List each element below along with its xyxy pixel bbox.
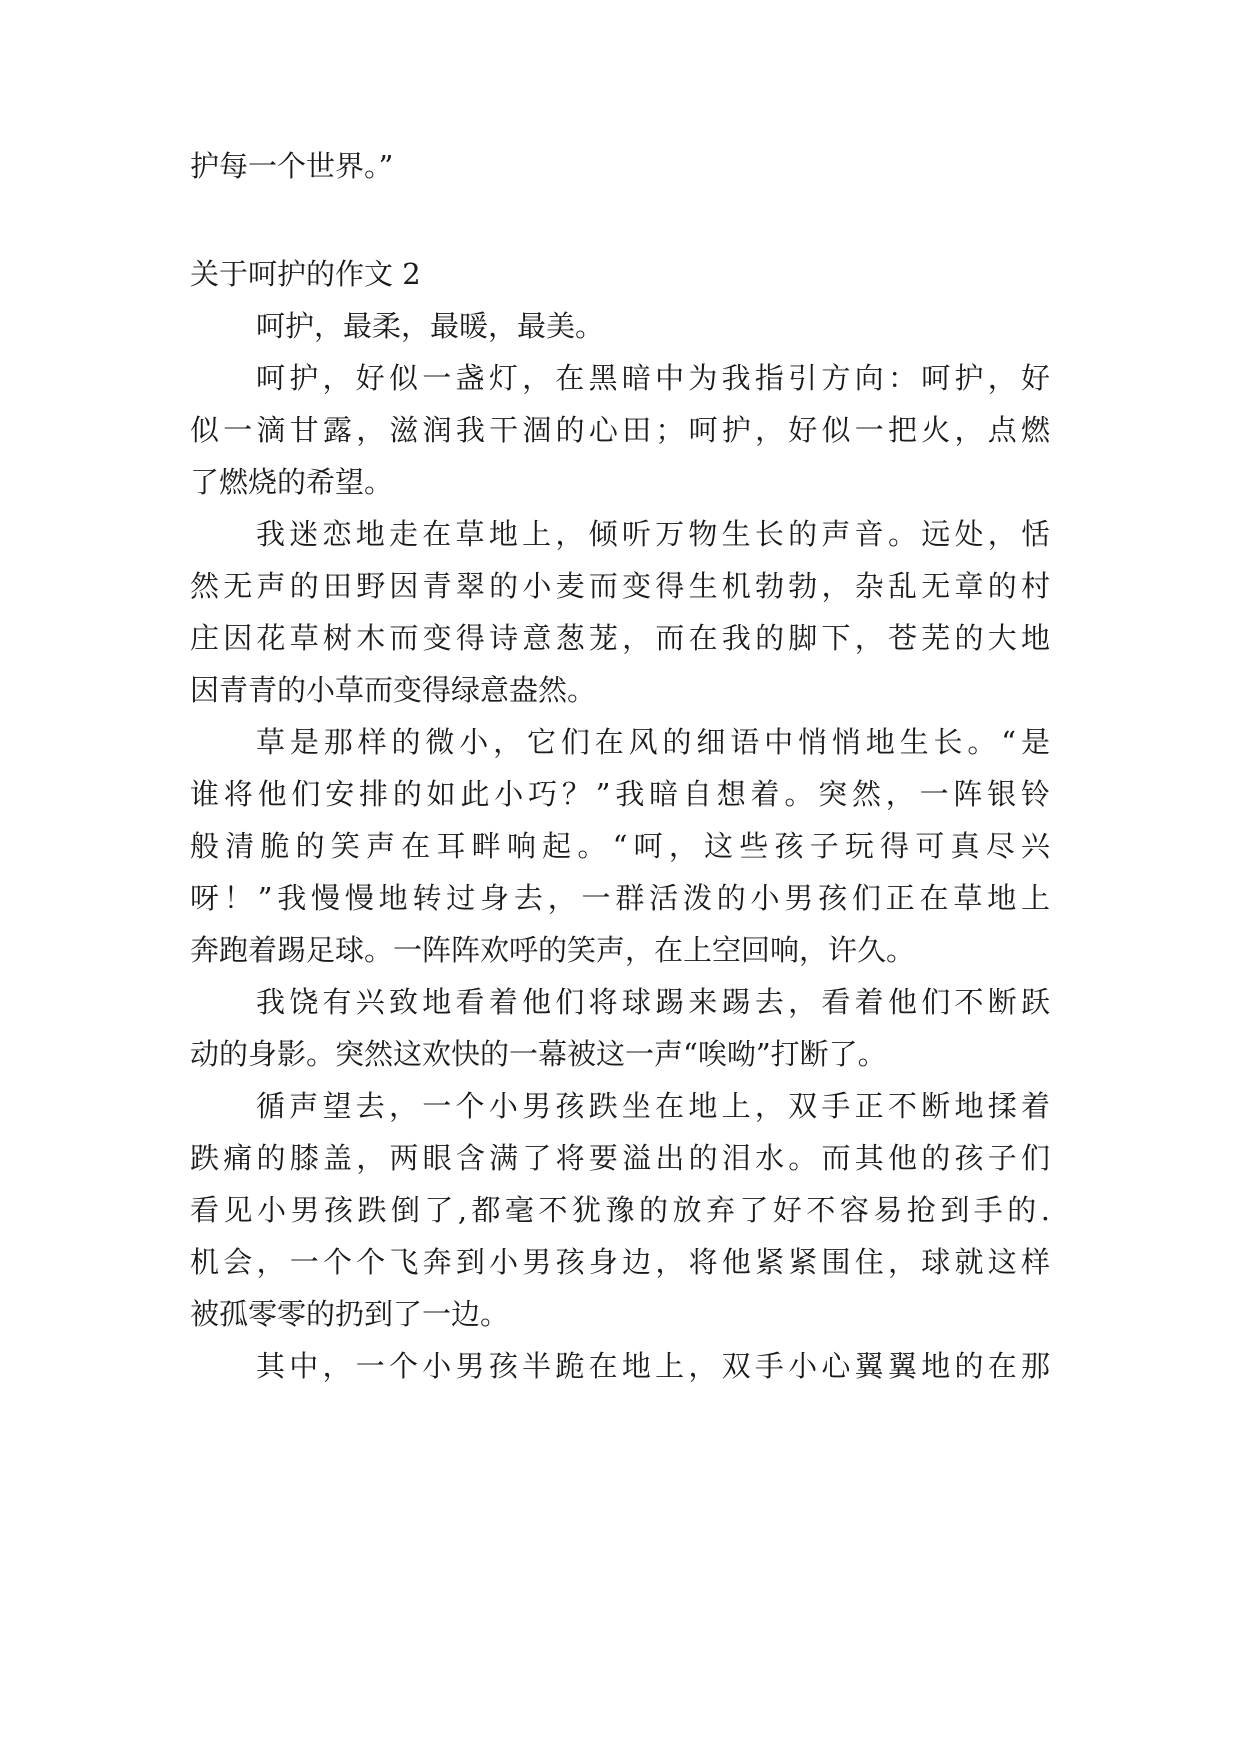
text-line: 机会，一个个飞奔到小男孩身边，将他紧紧围住，球就这样 bbox=[190, 1245, 1050, 1279]
text-line: 呵护，好似一盏灯，在黑暗中为我指引方向：呵护，好 bbox=[256, 361, 1050, 395]
text-line: 跌痛的膝盖，两眼含满了将要溢出的泪水。而其他的孩子们 bbox=[190, 1141, 1050, 1175]
text-line: 因青青的小草而变得绿意盎然。 bbox=[190, 673, 597, 707]
text-line: 草是那样的微小，它们在风的细语中悄悄地生长。“是 bbox=[256, 725, 1050, 759]
text-line: 看见小男孩跌倒了,都毫不犹豫的放弃了好不容易抢到手的. bbox=[190, 1193, 1050, 1227]
text-line: 被孤零零的扔到了一边。 bbox=[190, 1297, 510, 1331]
text-line: 循声望去，一个小男孩跌坐在地上，双手正不断地揉着 bbox=[256, 1089, 1050, 1123]
text-line: 我迷恋地走在草地上，倾听万物生长的声音。远处，恬 bbox=[256, 517, 1050, 551]
text-line: 似一滴甘露，滋润我干涸的心田；呵护，好似一把火，点燃 bbox=[190, 413, 1050, 447]
text-line: 其中，一个小男孩半跪在地上，双手小心翼翼地的在那 bbox=[256, 1349, 1050, 1383]
text-line: 谁将他们安排的如此小巧？”我暗自想着。突然，一阵银铃 bbox=[190, 777, 1050, 811]
text-line: 了燃烧的希望。 bbox=[190, 465, 394, 499]
text-line: 呵护，最柔，最暖，最美。 bbox=[256, 309, 605, 343]
text-line: 奔跑着踢足球。一阵阵欢呼的笑声，在上空回响，许久。 bbox=[190, 933, 916, 967]
continuation-line: 护每一个世界。” bbox=[190, 149, 394, 183]
text-line: 然无声的田野因青翠的小麦而变得生机勃勃，杂乱无章的村 bbox=[190, 569, 1050, 603]
text-line: 我饶有兴致地看着他们将球踢来踢去，看着他们不断跃 bbox=[256, 985, 1050, 1019]
text-line: 般清脆的笑声在耳畔响起。“呵，这些孩子玩得可真尽兴 bbox=[190, 829, 1050, 863]
text-line: 动的身影。突然这欢快的一幕被这一声“唉呦”打断了。 bbox=[190, 1037, 887, 1071]
text-line: 呀！”我慢慢地转过身去，一群活泼的小男孩们正在草地上 bbox=[190, 881, 1050, 915]
essay-heading: 关于呵护的作文 2 bbox=[190, 257, 421, 291]
text-line: 庄因花草树木而变得诗意葱茏，而在我的脚下，苍芜的大地 bbox=[190, 621, 1050, 655]
